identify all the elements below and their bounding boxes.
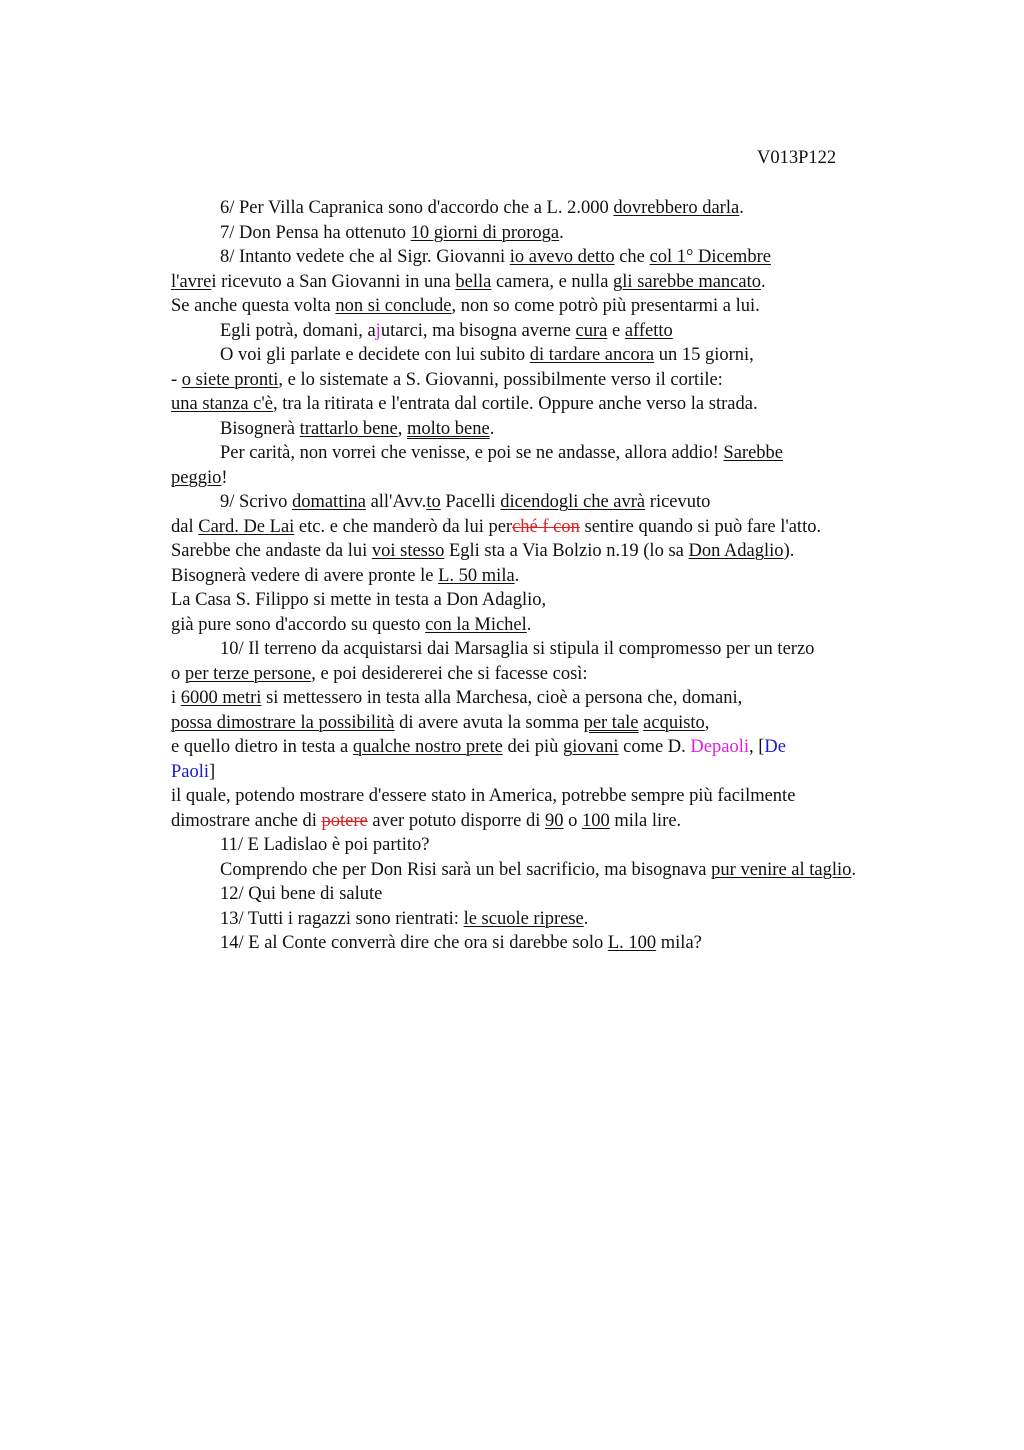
text-run: Comprendo che per Don Risi sarà un bel sacrificio, ma bisognava — [220, 859, 712, 880]
text-run: 9/ Scrivo — [220, 492, 292, 512]
underlined-text: giovani — [562, 737, 619, 757]
underlined-text: per terze persone — [184, 663, 312, 684]
text-run: . — [851, 859, 857, 880]
text-line — [171, 735, 961, 760]
text-run: mila lire. — [609, 810, 682, 831]
text-line — [171, 931, 961, 956]
text-run: come D. — [618, 737, 691, 757]
text-run: 13/ Tutti i ragazzi sono rientrati: — [220, 908, 464, 929]
text-line — [171, 343, 961, 368]
text-run: e quello dietro in testa a — [171, 737, 353, 757]
text-run: O voi gli parlate e decidete con lui subito — [220, 345, 530, 365]
text-run: dei più — [502, 737, 563, 757]
struck-through-text: ché f con — [512, 516, 580, 537]
text-run: Sarebbe che andaste da lui — [171, 541, 372, 561]
underlined-text: o siete pronti — [181, 369, 279, 390]
underlined-text: 10 giorni di proroga — [410, 222, 560, 243]
text-run: , tra la ritirata e l'entrata dal cortile. Oppure anche verso la strada. — [272, 394, 758, 414]
underlined-text: con la Michel — [425, 614, 527, 635]
underlined-text: io avevo detto — [509, 247, 615, 267]
underlined-text: pur venire al taglio — [711, 859, 852, 880]
text-run: ] — [209, 761, 216, 782]
text-run: di avere avuta la somma — [394, 712, 584, 733]
underlined-text: to — [426, 492, 441, 512]
text-line — [171, 368, 961, 393]
underlined-text: le scuole riprese — [463, 908, 584, 929]
text-run: , e lo sistemate a S. Giovanni, possibilmente verso il cortile: — [278, 369, 723, 390]
text-line — [171, 539, 961, 564]
text-line — [171, 833, 961, 858]
text-run: utarci, ma bisogna averne — [380, 320, 576, 341]
text-line — [171, 760, 961, 785]
text-line — [171, 515, 961, 540]
text-run: e — [607, 320, 625, 341]
text-run: Bisognerà vedere di avere pronte le — [171, 565, 439, 586]
text-run: Egli sta a Via Bolzio n.19 (lo sa — [444, 541, 689, 561]
text-run: . — [583, 908, 589, 929]
text-run: . — [739, 198, 744, 218]
text-line — [171, 466, 961, 491]
text-run: 10/ Il terreno da acquistarsi dai Marsaglia si stipula il compromesso per un terzo — [220, 639, 815, 659]
text-line — [171, 196, 961, 221]
text-run: ). — [783, 541, 795, 561]
pink-text: Depaoli — [690, 737, 749, 757]
text-run: , non so come potrò più presentarmi a lui. — [451, 296, 760, 316]
text-line — [171, 392, 961, 417]
text-run: Pacelli — [440, 492, 501, 512]
text-run: mila? — [656, 933, 702, 953]
text-line — [171, 711, 961, 736]
underlined-text: Sarebbe — [723, 443, 784, 463]
underlined-text: peggio — [171, 467, 222, 488]
text-run: 11/ E Ladislao è poi partito? — [220, 835, 430, 855]
underlined-text: di tardare ancora — [529, 345, 655, 365]
text-run: ! — [221, 467, 228, 488]
text-run: , [ — [748, 737, 765, 757]
text-line — [171, 294, 961, 319]
text-run: , e poi desidererei che si facesse così: — [311, 663, 588, 684]
letter-body — [171, 196, 961, 956]
text-line — [171, 784, 961, 809]
text-run: che — [614, 247, 650, 267]
underlined-text: dovrebbero darla — [613, 198, 740, 218]
text-run: . — [559, 222, 564, 243]
text-line — [171, 319, 961, 344]
text-run: i ricevuto a San Giovanni in una — [211, 271, 456, 292]
text-line — [171, 270, 961, 295]
text-run: all'Avv. — [365, 492, 427, 512]
text-run: , — [397, 418, 407, 439]
text-run: 6/ Per Villa Capranica sono d'accordo che a L. 2.000 — [220, 198, 614, 218]
text-run: 7/ Don Pensa ha ottenuto — [220, 222, 411, 243]
text-run: . — [526, 614, 532, 635]
text-run: . — [760, 271, 766, 292]
text-run: dimostrare anche di — [171, 810, 322, 831]
underlined-text: voi stesso — [371, 541, 445, 561]
text-line — [171, 637, 961, 662]
double-underlined-text: per tale — [583, 712, 639, 733]
text-run: 14/ E al Conte converrà dire che ora si darebbe solo — [220, 933, 608, 953]
text-run: ricevuto — [645, 492, 711, 512]
underlined-text: dicendogli che avrà — [500, 492, 646, 512]
double-underlined-text: molto bene — [407, 418, 490, 439]
underlined-text: 100 — [582, 810, 610, 831]
underlined-text: Card. De Lai — [198, 516, 295, 537]
underlined-text: cura — [575, 320, 608, 341]
underlined-text: 6000 metri — [180, 688, 262, 708]
underlined-text: bella — [455, 271, 492, 292]
struck-through-text: potere — [321, 810, 368, 831]
text-run: - — [171, 369, 182, 390]
text-run: 12/ Qui bene di salute — [220, 884, 383, 904]
text-run: o — [171, 663, 185, 684]
text-line — [171, 588, 961, 613]
underlined-text: L. 100 — [607, 933, 657, 953]
underlined-text: col 1° Dicembre — [649, 247, 771, 267]
text-line — [171, 221, 961, 246]
underlined-text: l'avre — [171, 271, 212, 292]
underlined-text: possa dimostrare la possibilità — [171, 712, 395, 733]
underlined-text: Don Adaglio — [688, 541, 784, 561]
underlined-text: trattarlo bene — [299, 418, 398, 439]
text-line — [171, 907, 961, 932]
underlined-text: acquisto — [643, 712, 705, 733]
underlined-text: qualche nostro prete — [352, 737, 503, 757]
text-line — [171, 809, 961, 834]
underlined-text: 90 — [545, 810, 564, 831]
underlined-text: domattina — [291, 492, 366, 512]
text-line — [171, 564, 961, 589]
text-run: i — [171, 688, 181, 708]
text-line — [171, 662, 961, 687]
text-run: si mettessero in testa alla Marchesa, cioè a persona che, domani, — [261, 688, 743, 708]
text-run: il quale, potendo mostrare d'essere stato in America, potrebbe sempre più facilmente — [171, 786, 796, 806]
underlined-text: affetto — [624, 320, 673, 341]
text-run: etc. e che manderò da lui per — [294, 516, 513, 537]
underlined-text: non si conclude — [335, 296, 452, 316]
text-run: . — [514, 565, 520, 586]
text-run: sentire quando si può fare l'atto. — [579, 516, 822, 537]
text-run: già pure sono d'accordo su questo — [171, 614, 426, 635]
text-run: Egli potrà, domani, a — [220, 320, 376, 341]
text-line — [171, 613, 961, 638]
text-line — [171, 882, 961, 907]
text-run: La Casa S. Filippo si mette in testa a Don Adaglio, — [171, 590, 547, 610]
text-run: . — [489, 418, 495, 439]
text-line — [171, 245, 961, 270]
text-line — [171, 686, 961, 711]
text-run: o — [563, 810, 582, 831]
text-run: Per carità, non vorrei che venisse, e poi se ne andasse, allora addio! — [220, 443, 724, 463]
text-run: dal — [171, 516, 199, 537]
underlined-text: L. 50 mila — [438, 565, 515, 586]
text-run: , — [704, 712, 710, 733]
text-run: un 15 giorni, — [654, 345, 754, 365]
text-run: Se anche questa volta — [171, 296, 336, 316]
text-run: Bisognerà — [220, 418, 300, 439]
text-run: camera, e nulla — [491, 271, 614, 292]
underlined-text: gli sarebbe mancato — [613, 271, 761, 292]
blue-text: De — [764, 737, 786, 757]
text-line — [171, 490, 961, 515]
underlined-text: una stanza c'è — [171, 394, 273, 414]
text-run: 8/ Intanto vedete che al Sigr. Giovanni — [220, 247, 510, 267]
text-line — [171, 858, 961, 883]
page-reference: V013P122 — [757, 148, 837, 168]
text-line — [171, 417, 961, 442]
blue-text: Paoli — [171, 761, 210, 782]
text-line — [171, 441, 961, 466]
pink-text: j — [375, 320, 381, 341]
text-run: aver potuto disporre di — [367, 810, 545, 831]
